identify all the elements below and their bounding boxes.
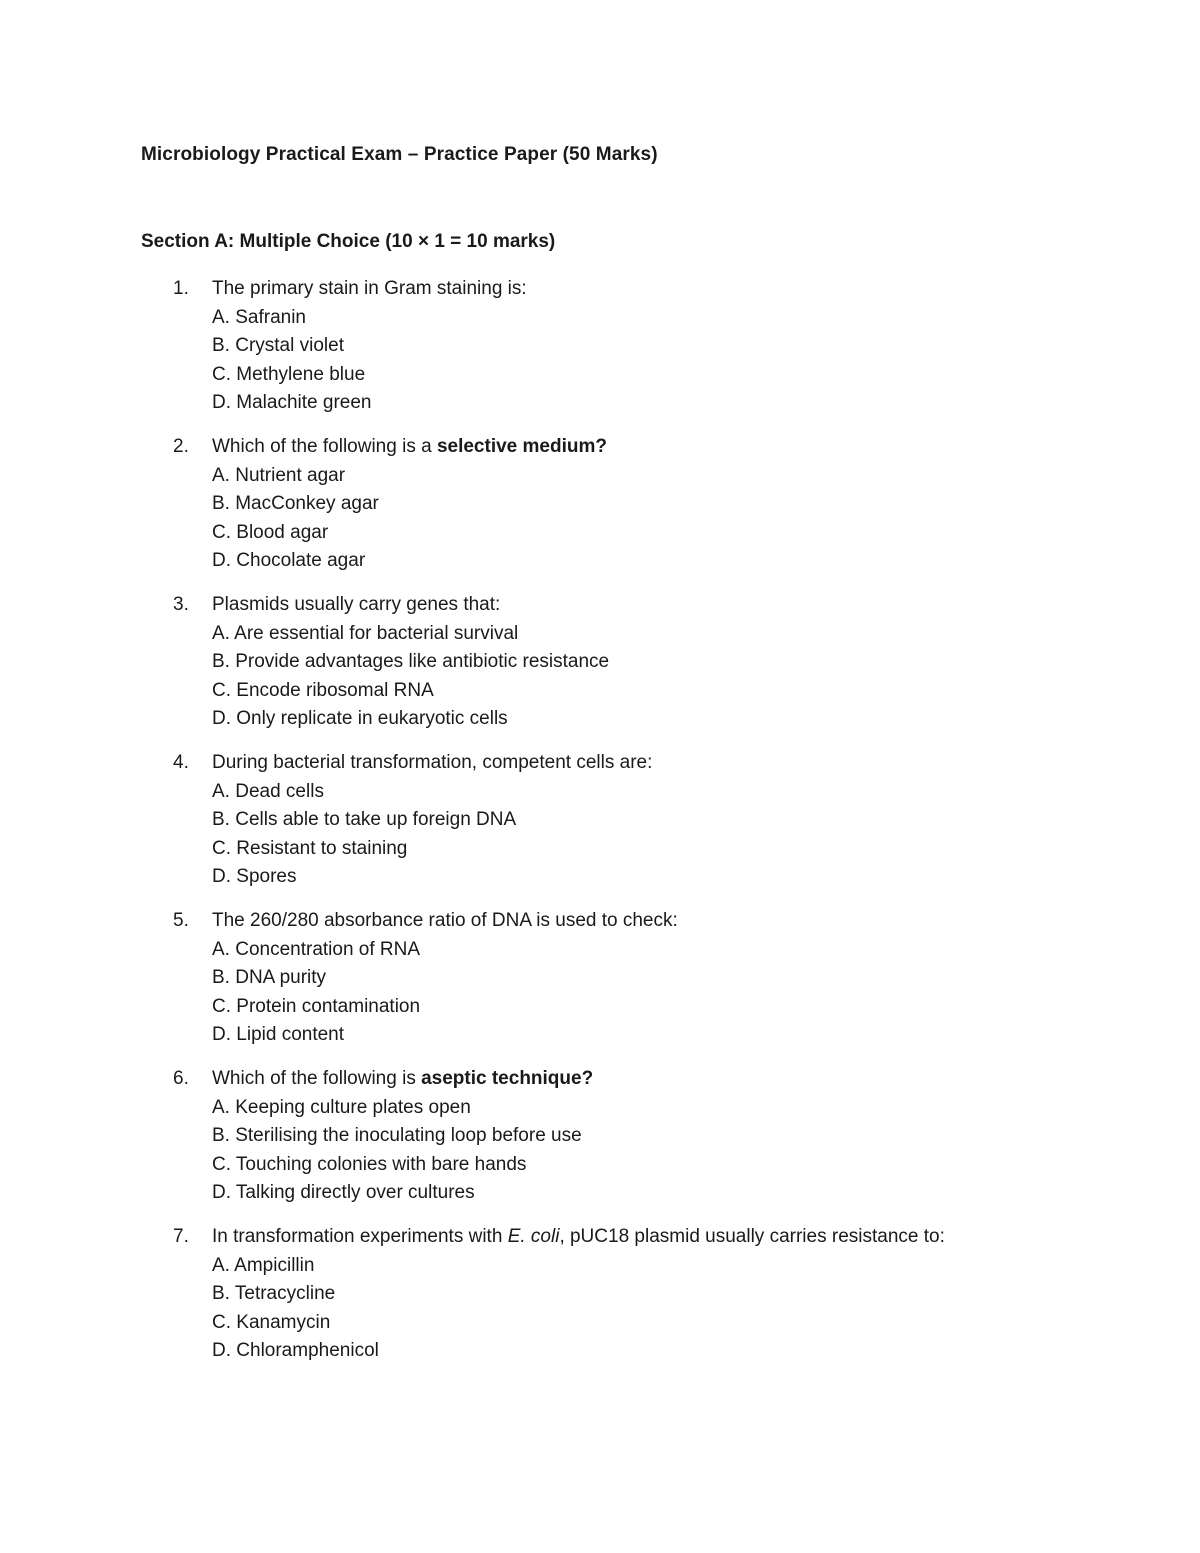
option-b: B. Tetracycline [212, 1283, 336, 1304]
question-number: 4. [173, 752, 189, 773]
question-text: During bacterial transformation, competent cells are: [212, 752, 653, 773]
option-d: D. Malachite green [212, 392, 372, 413]
emphasis-text: selective medium? [436, 436, 607, 457]
question-text: Which of the following is aseptic technique? [212, 1068, 594, 1089]
question-1 [0, 275, 1200, 433]
option-a: A. Are essential for bacterial survival [212, 622, 519, 644]
question-number: 7. [173, 1226, 189, 1247]
option-c: C. Kanamycin [212, 1311, 331, 1333]
question-number: 3. [173, 594, 189, 615]
question-4 [0, 749, 1200, 907]
option-d: D. Chloramphenicol [212, 1340, 379, 1361]
option-a: A. Concentration of RNA [212, 938, 421, 960]
option-c: C. Protein contamination [212, 995, 421, 1017]
species-name: E. coli [507, 1226, 560, 1247]
page-title: Microbiology Practical Exam – Practice Paper (50 Marks) [141, 144, 658, 165]
question-number: 1. [173, 278, 189, 299]
option-b: B. MacConkey agar [212, 493, 379, 514]
question-list [0, 275, 1200, 1381]
question-text: In transformation experiments with E. coli, pUC18 plasmid usually carries resistance to: [212, 1226, 945, 1247]
option-a: A. Nutrient agar [212, 464, 346, 486]
option-c: C. Resistant to staining [212, 837, 408, 859]
question-5 [0, 907, 1200, 1065]
question-text: The primary stain in Gram staining is: [212, 278, 527, 299]
option-d: D. Lipid content [212, 1024, 345, 1045]
option-b: B. DNA purity [212, 967, 327, 988]
question-number: 2. [173, 436, 189, 457]
option-c: C. Blood agar [212, 521, 329, 543]
question-text: Which of the following is a selective medium? [212, 436, 607, 457]
option-d: D. Only replicate in eukaryotic cells [212, 708, 508, 729]
question-text: Plasmids usually carry genes that: [212, 594, 501, 615]
question-7 [0, 1223, 1200, 1381]
question-6 [0, 1065, 1200, 1223]
option-b: B. Crystal violet [212, 335, 344, 356]
option-a: A. Ampicillin [212, 1254, 315, 1276]
option-b: B. Provide advantages like antibiotic resistance [212, 651, 610, 672]
emphasis-text: aseptic technique? [421, 1068, 594, 1089]
option-c: C. Touching colonies with bare hands [212, 1153, 527, 1175]
option-a: A. Safranin [212, 306, 306, 328]
option-d: D. Spores [212, 866, 297, 887]
option-d: D. Chocolate agar [212, 550, 366, 571]
option-a: A. Keeping culture plates open [212, 1096, 471, 1118]
option-d: D. Talking directly over cultures [212, 1182, 475, 1203]
option-c: C. Encode ribosomal RNA [212, 679, 434, 701]
option-b: B. Cells able to take up foreign DNA [212, 809, 517, 830]
question-text: The 260/280 absorbance ratio of DNA is used to check: [212, 910, 678, 931]
question-2 [0, 433, 1200, 591]
question-3 [0, 591, 1200, 749]
section-a-heading: Section A: Multiple Choice (10 × 1 = 10 marks) [141, 231, 556, 252]
option-b: B. Sterilising the inoculating loop before use [212, 1125, 582, 1146]
question-number: 5. [173, 910, 189, 931]
question-number: 6. [173, 1068, 189, 1089]
option-c: C. Methylene blue [212, 363, 366, 385]
option-a: A. Dead cells [212, 780, 324, 802]
